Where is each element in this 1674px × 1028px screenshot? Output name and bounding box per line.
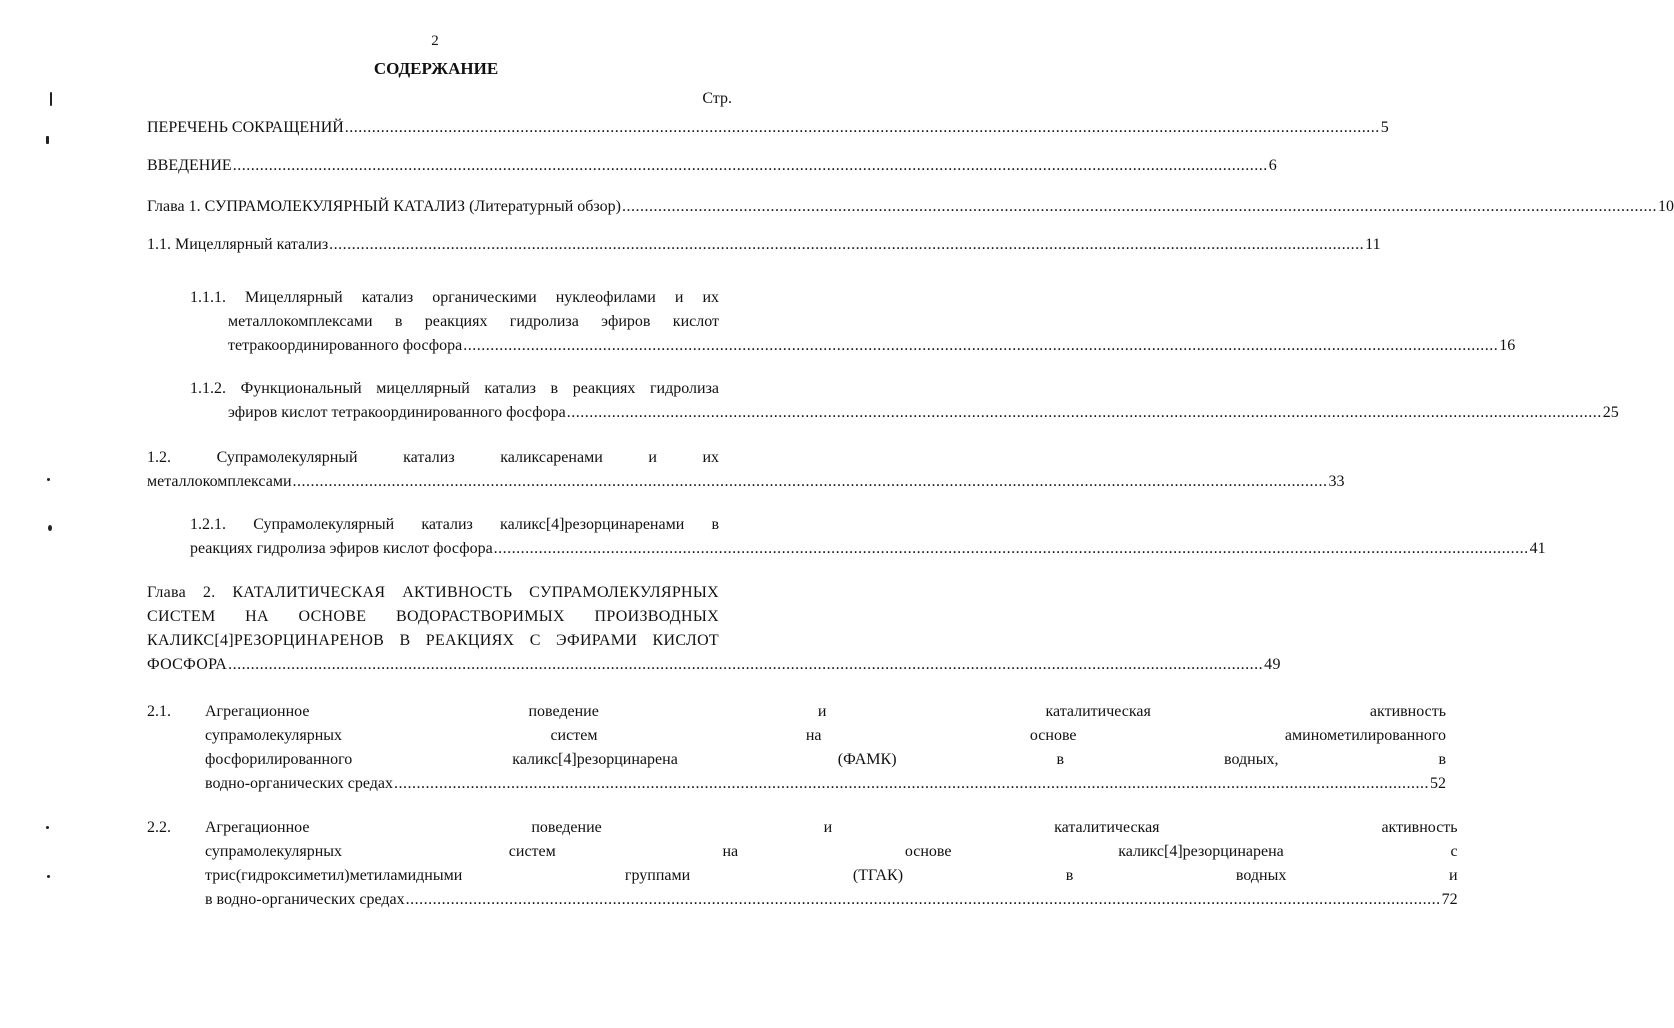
toc-leader-dots <box>463 334 1498 358</box>
toc-section-number: 2.1. <box>147 703 171 720</box>
toc-entry-1-2[interactable] <box>147 446 1345 494</box>
toc-entry-line: Функциональный мицеллярный катализ в реакциях гидролиза <box>240 380 719 397</box>
toc-entry-line: в водно-органических средах <box>205 891 405 908</box>
toc-page-number: 52 <box>1430 775 1447 792</box>
page-title: СОДЕРЖАНИЕ <box>373 59 499 78</box>
toc-page-number: 25 <box>1602 404 1619 421</box>
toc-entry-text: Глава 1. СУПРАМОЛЕКУЛЯРНЫЙ КАТАЛИЗ (Литературный обзор) <box>147 198 621 215</box>
toc-page-number: 10 <box>1657 198 1674 215</box>
toc-entry-line: фосфорилированного каликс[4]резорцинарена (ФАМК) в водных, в <box>205 751 1447 768</box>
toc-section-number: 1.1.1. <box>190 289 226 306</box>
toc-entry-1-2-1[interactable] <box>190 513 1546 561</box>
toc-entry-line: трис(гидроксиметил)метиламидными группами (ТГАК) в водных и <box>205 867 1458 884</box>
toc-leader-dots <box>293 470 1328 494</box>
toc-entry-line: водно-органических средах <box>205 775 394 792</box>
toc-leader-dots <box>567 401 1602 425</box>
toc-entry-abbreviations[interactable] <box>147 116 1389 140</box>
toc-page-number: 5 <box>1380 119 1389 136</box>
toc-section-number: 1.2.1. <box>190 516 226 533</box>
toc-entry-line: КАЛИКС[4]РЕЗОРЦИНАРЕНОВ В РЕАКЦИЯХ С ЭФИРАМИ КИСЛОТ <box>147 632 719 649</box>
toc-entry-text: ПЕРЕЧЕНЬ СОКРАЩЕНИЙ <box>147 119 344 136</box>
toc-entry-line: Мицеллярный катализ органическими нуклеофилами и их <box>245 289 720 306</box>
toc-entry-line: металлокомплексами <box>147 473 292 490</box>
toc-entry-chapter-1[interactable] <box>147 195 1674 219</box>
toc-entry-line: Супрамолекулярный катализ каликсаренами и их <box>216 449 719 466</box>
toc-entry-line: реакциях гидролиза эфиров кислот фосфора <box>190 540 493 557</box>
toc-entry-2-2[interactable] <box>147 816 1458 912</box>
toc-entry-2-1[interactable] <box>147 700 1447 796</box>
toc-entry-introduction[interactable] <box>147 154 1277 178</box>
page-number: 2 <box>431 33 439 49</box>
toc-entry-line: Агрегационное поведение и каталитическая активность <box>205 703 1447 720</box>
toc-page-number: 72 <box>1441 891 1458 908</box>
toc-entry-1-1-2[interactable] <box>190 377 1619 425</box>
toc-entry-line: эфиров кислот тетракоординированного фосфора <box>228 404 566 421</box>
toc-leader-dots <box>406 888 1441 912</box>
toc-leader-dots <box>233 154 1268 178</box>
toc-entry-line: тетракоординированного фосфора <box>228 337 463 354</box>
toc-entry-chapter-2[interactable] <box>147 581 1281 677</box>
toc-leader-dots <box>329 233 1364 257</box>
toc-entry-line: Агрегационное поведение и каталитическая активность <box>205 819 1458 836</box>
toc-page-number: 11 <box>1365 236 1381 253</box>
toc-section-number: 1.1.2. <box>190 380 226 397</box>
toc-page-number: 6 <box>1268 157 1277 174</box>
toc-entry-1-1-1[interactable] <box>190 286 1516 358</box>
toc-page-number: 41 <box>1529 540 1546 557</box>
toc-page-number: 33 <box>1328 473 1345 490</box>
toc-leader-dots <box>494 537 1529 561</box>
toc-section-number: 2.2. <box>147 819 171 836</box>
pages-column-label: Стр. <box>702 90 732 107</box>
toc-leader-dots <box>622 195 1657 219</box>
toc-leader-dots <box>345 116 1380 140</box>
toc-entry-line: супрамолекулярных систем на основе аминометилированного <box>205 727 1447 744</box>
toc-entry-line: Глава 2. КАТАЛИТИЧЕСКАЯ АКТИВНОСТЬ СУПРАМОЛЕКУЛЯРНЫХ <box>147 584 719 601</box>
toc-entry-1-1[interactable] <box>147 233 1381 257</box>
toc-page-number: 49 <box>1264 656 1281 673</box>
toc-entry-line: ФОСФОРА <box>147 656 228 673</box>
toc-entry-text: 1.1. Мицеллярный катализ <box>147 236 329 253</box>
toc-entry-line: металлокомплексами в реакциях гидролиза эфиров кислот <box>228 313 719 330</box>
toc-entry-line: супрамолекулярных систем на основе каликс[4]резорцинарена с <box>205 843 1458 860</box>
toc-entry-text: ВВЕДЕНИЕ <box>147 157 232 174</box>
toc-entry-line: СИСТЕМ НА ОСНОВЕ ВОДОРАСТВОРИМЫХ ПРОИЗВОДНЫХ <box>147 608 719 625</box>
toc-leader-dots <box>228 653 1263 677</box>
toc-section-number: 1.2. <box>147 449 171 466</box>
toc-page-number: 16 <box>1499 337 1516 354</box>
toc-entry-line: Супрамолекулярный катализ каликс[4]резорцинаренами в <box>253 516 720 533</box>
toc-leader-dots <box>394 772 1429 796</box>
